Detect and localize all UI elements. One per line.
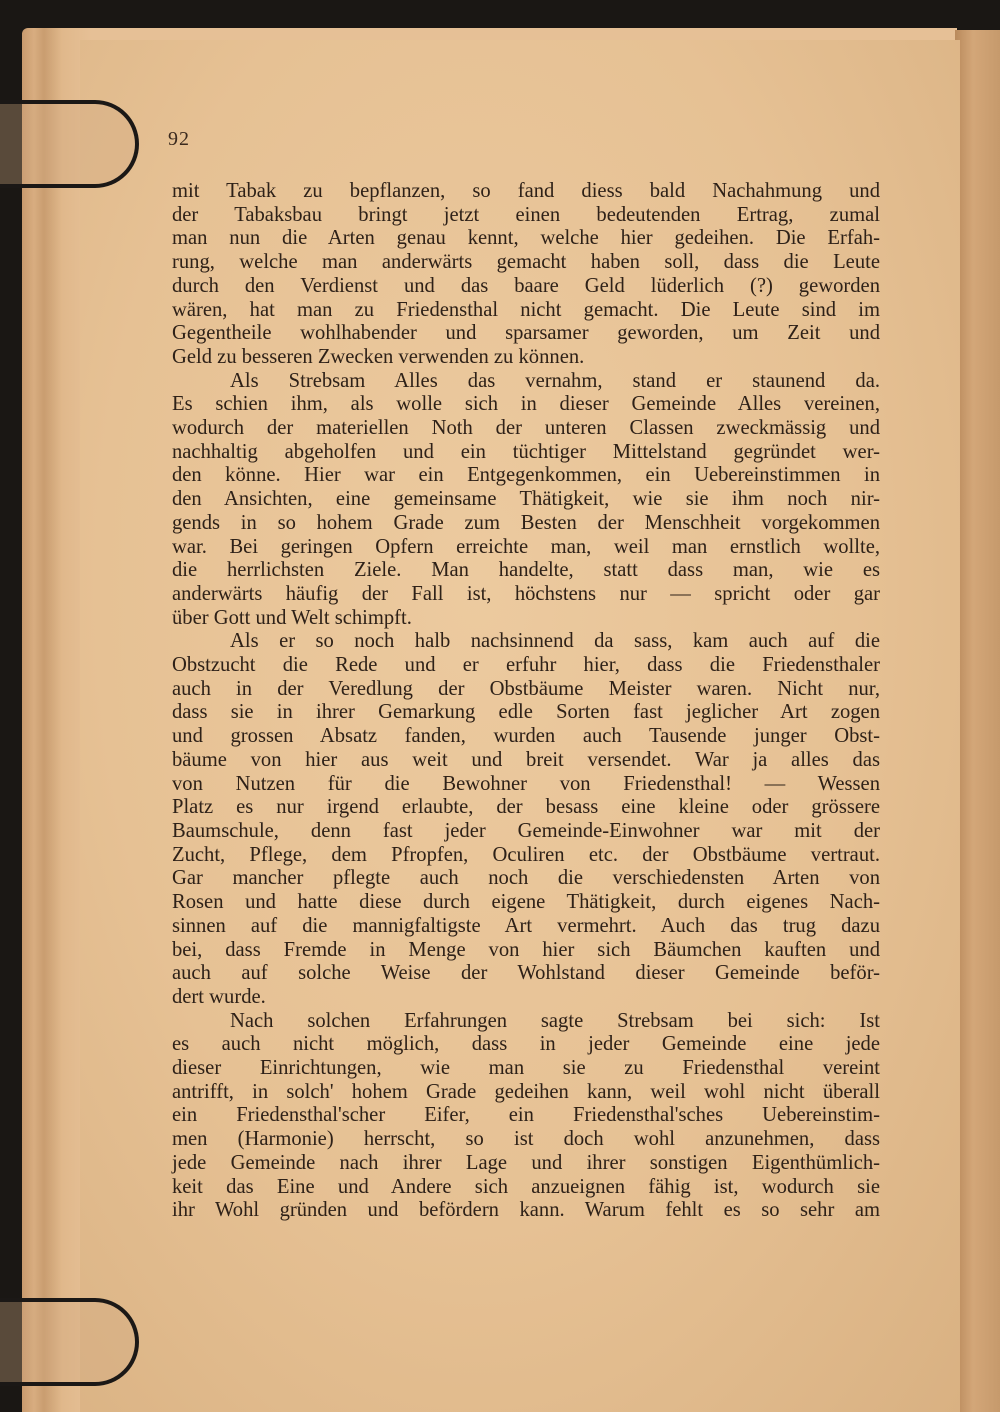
text-line: und grossen Absatz fanden, wurden auch Tausende junger Obst- xyxy=(172,725,880,748)
text-line: antrifft, in solch' hohem Grade gedeihen kann, weil wohl nicht überall xyxy=(172,1080,880,1103)
text-line: durch den Verdienst und das baare Geld lüderlich (?) geworden xyxy=(172,274,880,297)
text-line: Rosen und hatte diese durch eigene Thätigkeit, durch eigenes Nach- xyxy=(172,891,880,914)
page-number: 92 xyxy=(168,128,190,150)
text-line: Nach solchen Erfahrungen sagte Strebsam bei sich: Ist xyxy=(230,1009,880,1032)
page-clip-top xyxy=(0,100,139,188)
text-line: dert wurde. xyxy=(172,985,266,1008)
text-line: wären, hat man zu Friedensthal nicht gemacht. Die Leute sind im xyxy=(172,298,880,321)
text-line: Geld zu besseren Zwecken verwenden zu können. xyxy=(172,345,585,368)
text-line: Als er so noch halb nachsinnend da sass, kam auch auf die xyxy=(230,630,880,653)
text-line: Zucht, Pflege, dem Pfropfen, Oculiren etc. der Obstbäume vertraut. xyxy=(172,843,880,866)
text-line: rung, welche man anderwärts gemacht haben soll, dass die Leute xyxy=(172,251,880,274)
text-line: es auch nicht möglich, dass in jeder Gemeinde eine jede xyxy=(172,1033,880,1056)
text-line: ein Friedensthal'scher Eifer, ein Friedensthal'sches Uebereinstim- xyxy=(172,1104,880,1127)
text-line: bei, dass Fremde in Menge von hier sich Bäumchen kauften und xyxy=(172,938,880,961)
text-line: der Tabaksbau bringt jetzt einen bedeutenden Ertrag, zumal xyxy=(172,203,880,226)
text-line: men (Harmonie) herrscht, so ist doch wohl anzunehmen, dass xyxy=(172,1128,880,1151)
body-text xyxy=(172,180,880,1223)
text-line: war. Bei geringen Opfern erreichte man, weil man ernstlich wollte, xyxy=(172,535,880,558)
facing-page-edge xyxy=(955,30,1000,1412)
text-line: ihr Wohl gründen und befördern kann. Warum fehlt es so sehr am xyxy=(172,1199,880,1222)
text-line: gends in so hohem Grade zum Besten der Menschheit vorgekommen xyxy=(172,511,880,534)
text-line: wodurch der materiellen Noth der unteren Classen zweckmässig und xyxy=(172,417,880,440)
text-line: die herrlichsten Ziele. Man handelte, statt dass man, wie es xyxy=(172,559,880,582)
page-clip-bottom xyxy=(0,1298,139,1386)
text-line: jede Gemeinde nach ihrer Lage und ihrer sonstigen Eigenthümlich- xyxy=(172,1151,880,1174)
text-line: den Ansichten, eine gemeinsame Thätigkeit, wie sie ihm noch nir- xyxy=(172,488,880,511)
text-line: dieser Einrichtungen, wie man sie zu Friedensthal vereint xyxy=(172,1057,880,1080)
text-line: anderwärts häufig der Fall ist, höchstens nur — spricht oder gar xyxy=(172,582,880,605)
text-line: bäume von hier aus weit und breit versendet. War ja alles das xyxy=(172,748,880,771)
text-line: Als Strebsam Alles das vernahm, stand er staunend da. xyxy=(230,369,880,392)
text-line: auch auf solche Weise der Wohlstand dieser Gemeinde beför- xyxy=(172,962,880,985)
text-line: mit Tabak zu bepflanzen, so fand diess bald Nachahmung und xyxy=(172,180,880,202)
text-line: man nun die Arten genau kennt, welche hier gedeihen. Die Erfah- xyxy=(172,227,880,250)
text-line: keit das Eine und Andere sich anzueignen fähig ist, wodurch sie xyxy=(172,1175,880,1198)
text-line: Es schien ihm, als wolle sich in dieser Gemeinde Alles vereinen, xyxy=(172,393,880,416)
text-line: nachhaltig abgeholfen und ein tüchtiger Mittelstand gegründet wer- xyxy=(172,440,880,463)
text-line: den könne. Hier war ein Entgegenkommen, ein Uebereinstimmen in xyxy=(172,464,880,487)
text-line: Platz es nur irgend erlaubte, der besass eine kleine oder grössere xyxy=(172,796,880,819)
text-line: sinnen auf die mannigfaltigste Art vermehrt. Auch das trug dazu xyxy=(172,914,880,937)
text-line: Obstzucht die Rede und er erfuhr hier, dass die Friedensthaler xyxy=(172,654,880,677)
text-line: über Gott und Welt schimpft. xyxy=(172,606,412,629)
text-line: Gegentheile wohlhabender und sparsamer geworden, um Zeit und xyxy=(172,322,880,345)
text-line: von Nutzen für die Bewohner von Friedensthal! — Wessen xyxy=(172,772,880,795)
text-line: Gar mancher pflegte auch noch die verschiedensten Arten von xyxy=(172,867,880,890)
text-line: dass sie in ihrer Gemarkung edle Sorten fast jeglicher Art zogen xyxy=(172,701,880,724)
text-line: auch in der Veredlung der Obstbäume Meister waren. Nicht nur, xyxy=(172,677,880,700)
text-line: Baumschule, denn fast jeder Gemeinde-Einwohner war mit der xyxy=(172,819,880,842)
